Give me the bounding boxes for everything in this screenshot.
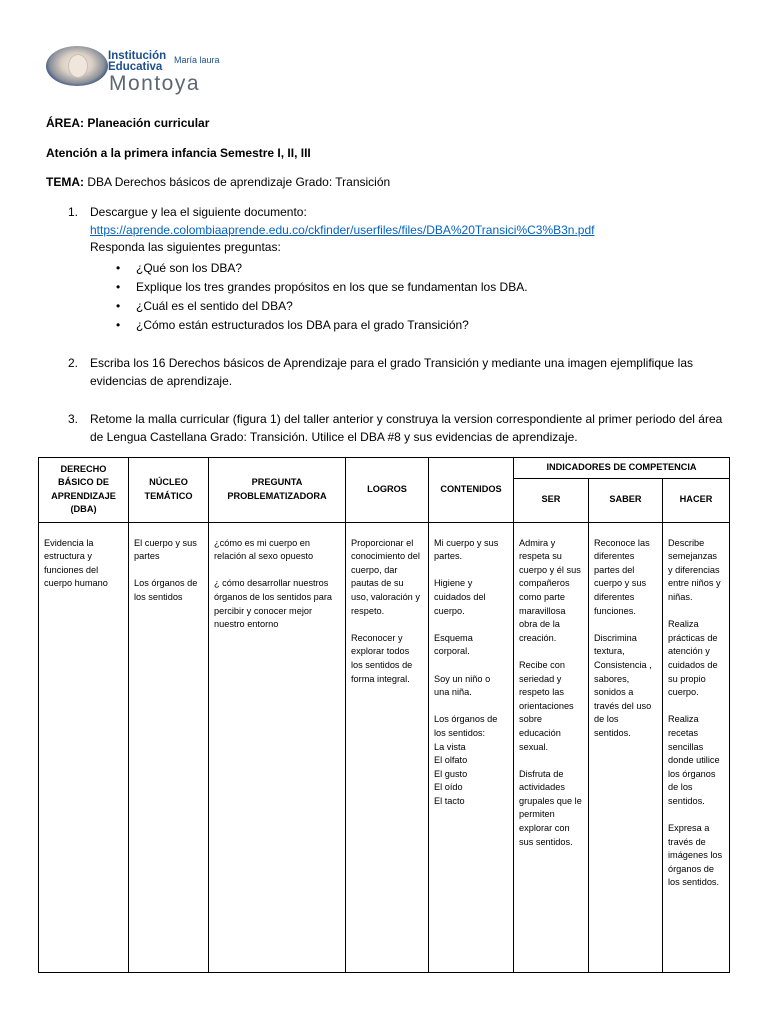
cell-logros: Proporcionar el conocimiento del cuerpo, dar pautas de su uso, valoración y respeto. Reconocer y explorar todos los sentidos de forma integral. bbox=[351, 537, 420, 684]
instruction-3-number: 3. bbox=[68, 412, 79, 426]
tema-label: TEMA: bbox=[46, 175, 84, 189]
area-label: ÁREA: bbox=[46, 116, 84, 130]
header-indicadores: INDICADORES DE COMPETENCIA bbox=[514, 458, 730, 479]
instruction-1-text: Descargue y lea el siguiente documento: bbox=[90, 205, 307, 219]
logo-name: Montoya bbox=[109, 72, 201, 95]
instruction-1-prompt: Responda las siguientes preguntas: bbox=[90, 240, 281, 254]
header-saber: SABER bbox=[589, 478, 663, 522]
tema-line bbox=[46, 175, 390, 190]
program-line: Atención a la primera infancia Semestre I, II, III bbox=[46, 146, 311, 160]
header-contenidos: CONTENIDOS bbox=[429, 458, 514, 523]
dba-document-link[interactable]: https://aprende.colombiaaprende.edu.co/ckfinder/userfiles/files/DBA%20Transici%C3%B3n.pdf bbox=[90, 222, 595, 237]
question-item: • Explique los tres grandes propósitos en los que se fundamentan los DBA. bbox=[112, 278, 528, 297]
question-item: • ¿Cuál es el sentido del DBA? bbox=[112, 297, 528, 316]
school-logo bbox=[46, 42, 236, 98]
instruction-3-text: Retome la malla curricular (figura 1) del taller anterior y construya la version correspondiente al primer periodo del área de Lengua Castellana Grado: Transición. Utilice el DBA #8 y sus evidencias de aprendizaje. bbox=[90, 412, 723, 444]
header-dba: DERECHO BÁSICO DE APRENDIZAJE (DBA) bbox=[39, 458, 129, 523]
founder-portrait bbox=[46, 46, 108, 86]
cell-hacer: Describe semejanzas y diferencias entre niños y niñas. Realiza prácticas de atención y cuidados de su propio cuerpo. Realiza recetas sencillas donde utilice los órganos de los sentidos. Expresa a través de imágenes los órganos de los sentidos. bbox=[668, 537, 723, 888]
cell-ser: Admira y respeta su cuerpo y él sus compañeros como parte maravillosa obra de la creación. Recibe con seriedad y respeto las orientaciones sobre educación sexual. Disfruta de actividades grupales que le permiten explorar con sus sentidos. bbox=[519, 537, 582, 847]
cell-dba: Evidencia la estructura y funciones del cuerpo humano bbox=[44, 537, 108, 589]
instruction-2-text: Escriba los 16 Derechos básicos de Aprendizaje para el grado Transición y mediante una imagen ejemplifique las evidencias de aprendizaje. bbox=[90, 356, 694, 388]
header-logros: LOGROS bbox=[346, 458, 429, 523]
header-hacer: HACER bbox=[663, 478, 730, 522]
logo-line2: Educativa bbox=[108, 61, 163, 73]
instruction-2-number: 2. bbox=[68, 356, 79, 370]
cell-contenidos: Mi cuerpo y sus partes. Higiene y cuidados del cuerpo. Esquema corporal. Soy un niño o una niña. Los órganos de los sentidos: La vista El olfato El gusto El oído El tacto bbox=[434, 537, 499, 806]
question-item: • ¿Qué son los DBA? bbox=[112, 259, 528, 278]
area-value: Planeación curricular bbox=[87, 116, 210, 130]
tema-value: DBA Derechos básicos de aprendizaje Grado: Transición bbox=[87, 175, 391, 189]
logo-subtitle: María laura bbox=[174, 55, 220, 65]
curriculum-table bbox=[38, 457, 730, 973]
header-nucleo: NÚCLEO TEMÁTICO bbox=[129, 458, 209, 523]
area-line bbox=[46, 116, 209, 131]
logo-line1: Institución bbox=[108, 50, 167, 62]
cell-nucleo: El cuerpo y sus partes Los órganos de los sentidos bbox=[134, 537, 198, 602]
question-item: • ¿Cómo están estructurados los DBA para el grado Transición? bbox=[112, 316, 528, 335]
header-pregunta: PREGUNTA PROBLEMATIZADORA bbox=[209, 458, 346, 523]
question-list bbox=[112, 259, 528, 335]
cell-pregunta: ¿cómo es mi cuerpo en relación al sexo opuesto ¿ cómo desarrollar nuestros órganos de los sentidos para percibir y conocer mejor nuestro entorno bbox=[214, 537, 332, 630]
cell-saber: Reconoce las diferentes partes del cuerpo y sus diferentes funciones. Discrimina textura, Consistencia , sabores, sonidos a través del uso de los sentidos. bbox=[594, 537, 652, 738]
instruction-1-number: 1. bbox=[68, 205, 79, 219]
header-ser: SER bbox=[514, 478, 589, 522]
